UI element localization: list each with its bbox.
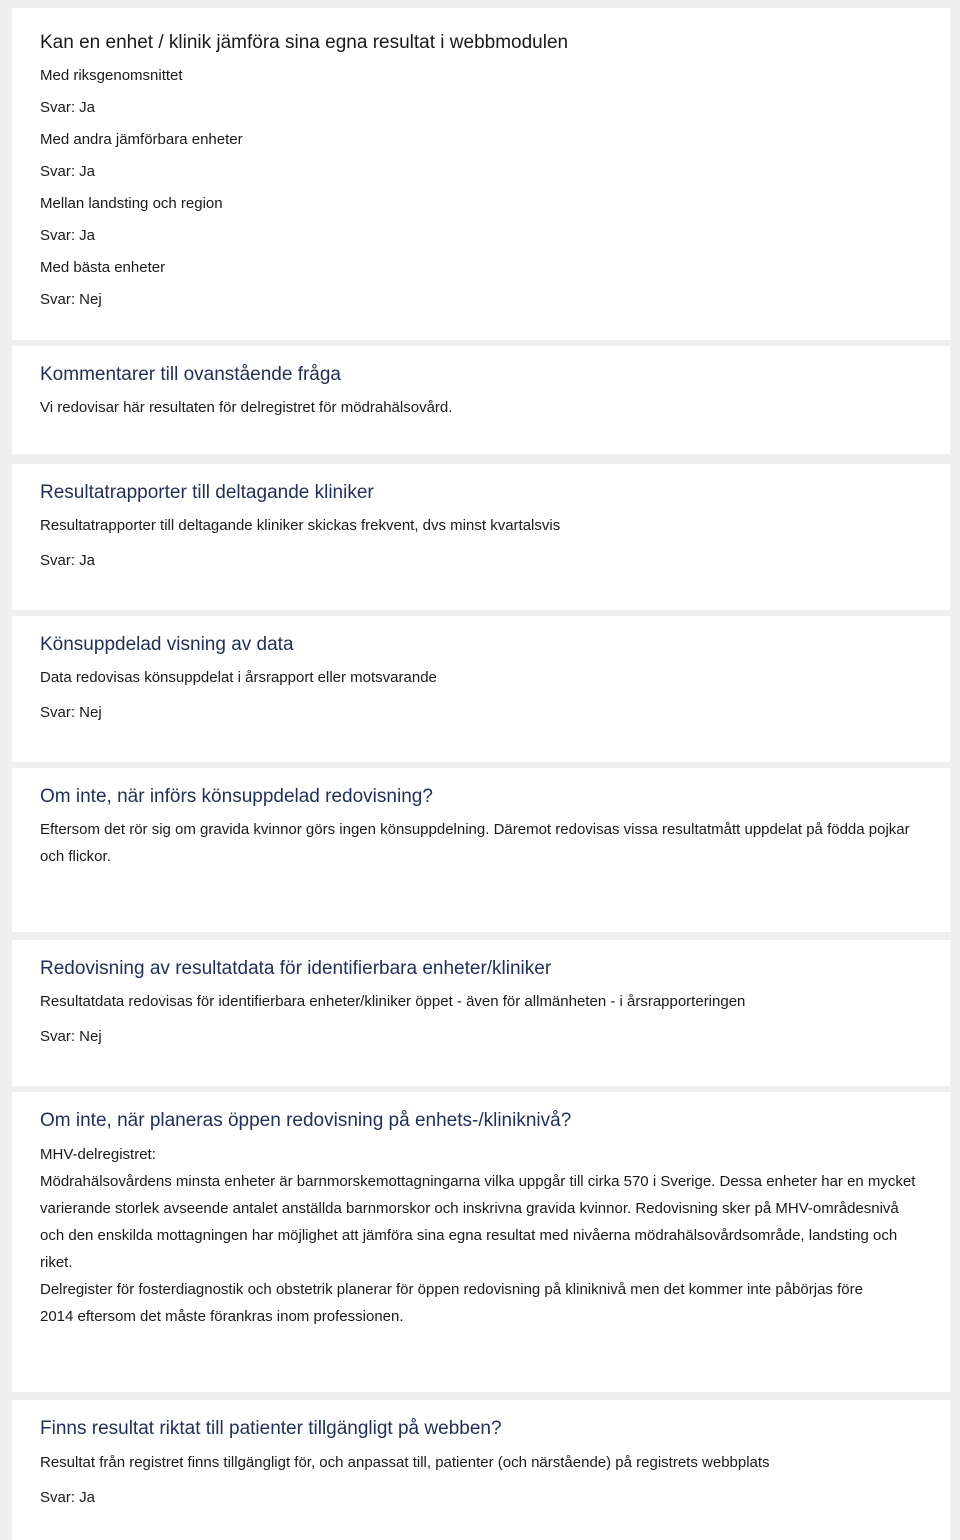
section-patient-results-web: [12, 1400, 950, 1540]
answer-text: Svar: Ja: [40, 99, 96, 116]
section-open-reporting-plan: [12, 1092, 950, 1392]
section-gender-split: [12, 616, 950, 762]
section-title: Resultatrapporter till deltagande kliniker: [40, 482, 374, 503]
section-title: Om inte, när införs könsuppdelad redovisning?: [40, 786, 433, 807]
comment-text: Vi redovisar här resultaten för delregistret för mödrahälsovård.: [40, 399, 453, 416]
section-identifiable-units: [12, 940, 950, 1086]
section-title: Om inte, när planeras öppen redovisning på enhets-/kliniknivå?: [40, 1110, 572, 1131]
section-compare-results: [12, 8, 950, 340]
compare-option-best-units: Med bästa enheter: [40, 259, 166, 276]
subregister-label: MHV-delregistret:: [40, 1146, 156, 1163]
answer-text: Svar: Ja: [40, 552, 96, 569]
question-text: Resultatrapporter till deltagande kliniker skickas frekvent, dvs minst kvartalsvis: [40, 517, 561, 534]
answer-text: Svar: Ja: [40, 1489, 96, 1506]
section-title: Kommentarer till ovanstående fråga: [40, 364, 341, 385]
section-title: Finns resultat riktat till patienter tillgängligt på webben?: [40, 1418, 502, 1439]
compare-option-regions: Mellan landsting och region: [40, 195, 223, 212]
question-text: Data redovisas könsuppdelat i årsrapport eller motsvarande: [40, 669, 437, 686]
compare-option-national-average: Med riksgenomsnittet: [40, 67, 183, 84]
section-title: Kan en enhet / klinik jämföra sina egna resultat i webbmodulen: [40, 32, 569, 53]
answer-text: Svar: Ja: [40, 227, 96, 244]
section-comments: [12, 346, 950, 454]
answer-paragraph: Eftersom det rör sig om gravida kvinnor görs ingen könsuppdelning. Däremot redovisas vissa resultatmått uppdelat på födda pojkar och flickor.: [40, 821, 910, 865]
question-text: Resultatdata redovisas för identifierbara enheter/kliniker öppet - även för allmänheten - i årsrapporteringen: [40, 993, 746, 1010]
compare-option-similar-units: Med andra jämförbara enheter: [40, 131, 243, 148]
section-gender-split-followup: [12, 768, 950, 932]
section-title: Könsuppdelad visning av data: [40, 634, 294, 655]
question-text: Resultat från registret finns tillgängligt för, och anpassat till, patienter (och närstående) på registrets webbplats: [40, 1454, 770, 1471]
answer-text: Svar: Ja: [40, 163, 96, 180]
answer-paragraph: Mödrahälsovårdens minsta enheter är barnmorskemottagningarna vilka uppgår till cirka 570 i Sverige. Dessa enheter har en mycket varierande storlek avseende antalet anställda barnmorskor och inskrivna gravida kvinnor. Redovisning sker på MHV-områdesnivå och den enskilda mottagningen har möjlighet att jämföra sina egna resultat med nivåerna mödrahälsovårdsområde, landsting och riket.: [40, 1173, 916, 1271]
answer-text: Svar: Nej: [40, 1028, 102, 1045]
answer-paragraph: Delregister för fosterdiagnostik och obstetrik planerar för öppen redovisning på kliniknivå men det kommer inte påbörjas före 2014 eftersom det måste förankras inom professionen.: [40, 1281, 863, 1325]
section-title: Redovisning av resultatdata för identifierbara enheter/kliniker: [40, 958, 552, 979]
section-result-reports: [12, 464, 950, 610]
answer-text: Svar: Nej: [40, 704, 102, 721]
answer-text: Svar: Nej: [40, 291, 102, 308]
